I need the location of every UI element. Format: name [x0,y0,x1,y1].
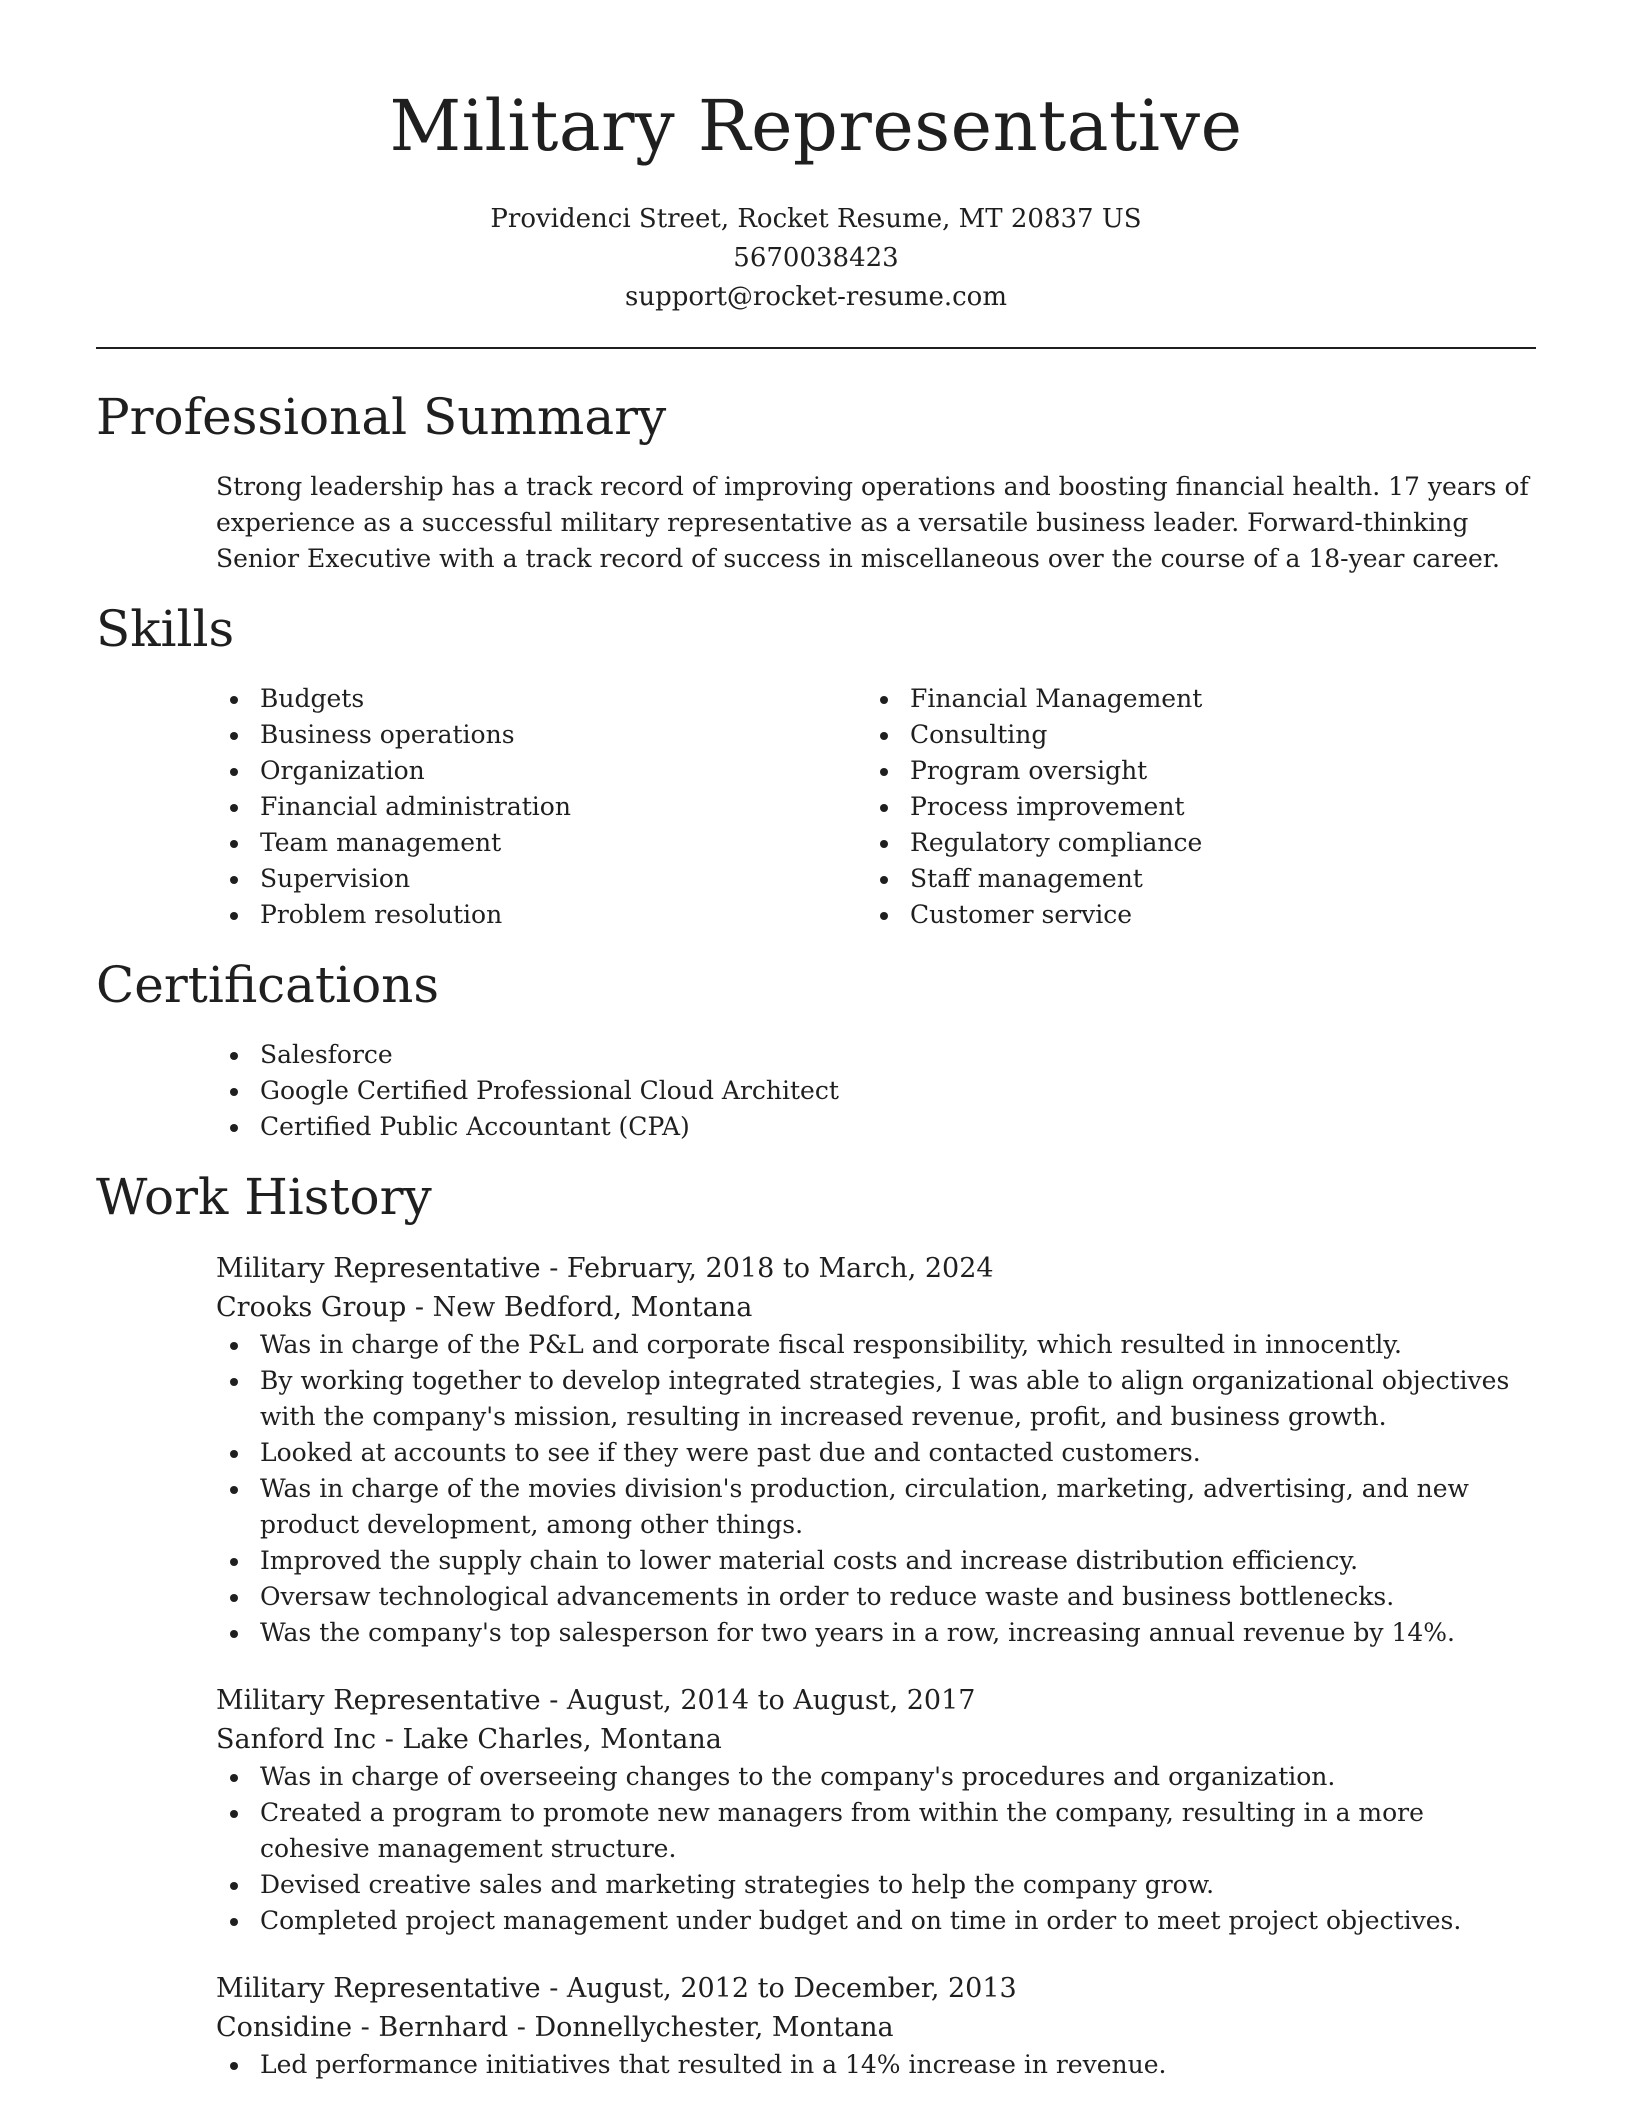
list-item: Budgets [260,681,866,717]
job-entry [216,1969,1536,2083]
certifications-block [216,1037,1536,1145]
list-item: Improved the supply chain to lower material costs and increase distribution efficiency. [260,1543,1536,1579]
job-entry [216,1681,1536,1939]
job-location: - Donnellychester, Montana [508,2012,894,2043]
list-item: Was in charge of the P&L and corporate fiscal responsibility, which resulted in innocently. [260,1327,1536,1363]
list-item: Led performance initiatives that resulted in a 14% increase in revenue. [260,2047,1536,2083]
list-item: Was in charge of the movies division's production, circulation, marketing, advertising, and new product development, among other things. [260,1471,1536,1543]
job-title: Military Representative [216,1973,541,2004]
list-item: Problem resolution [260,897,866,933]
list-item: Devised creative sales and marketing strategies to help the company grow. [260,1867,1536,1903]
certifications-heading: Certifications [96,956,440,1014]
job-dates: - February, 2018 to March, 2024 [540,1253,994,1284]
list-item: Process improvement [910,789,1516,825]
job-company: Considine - Bernhard [216,2012,509,2043]
list-item: Looked at accounts to see if they were past due and contacted customers. [260,1435,1536,1471]
contact-block [96,200,1536,317]
list-item: Was in charge of overseeing changes to the company's procedures and organization. [260,1759,1536,1795]
job-company: Crooks Group [216,1292,407,1323]
job-company: Sanford Inc [216,1724,377,1755]
job-title-line [216,1969,1536,2008]
list-item: By working together to develop integrated strategies, I was able to align organizational objectives with the company's mission, resulting in increased revenue, profit, and business growth. [260,1363,1536,1435]
job-title: Military Representative [216,1685,541,1716]
list-item: Business operations [260,717,866,753]
list-item: Program oversight [910,753,1516,789]
skills-list-right [866,681,1516,933]
list-item: Salesforce [260,1037,1536,1073]
job-company-line [216,2008,1536,2047]
resume-header [96,0,1536,349]
resume-page [96,0,1536,2083]
phone: 5670038423 [733,243,899,273]
skills-column-right [866,681,1516,933]
job-bullets [216,1327,1536,1651]
job-bullets [216,2047,1536,2083]
job-bullets [216,1759,1536,1939]
skills-heading: Skills [96,600,235,658]
job-location: - Lake Charles, Montana [376,1724,722,1755]
list-item: Regulatory compliance [910,825,1516,861]
list-item: Oversaw technological advancements in order to reduce waste and business bottlenecks. [260,1579,1536,1615]
list-item: Organization [260,753,866,789]
job-company-line [216,1720,1536,1759]
skills-grid [216,681,1536,933]
job-entry [216,1249,1536,1651]
job-location: - New Bedford, Montana [406,1292,753,1323]
certifications-list [216,1037,1536,1145]
job-dates: - August, 2014 to August, 2017 [540,1685,976,1716]
header-divider [96,347,1536,349]
list-item: Consulting [910,717,1516,753]
job-dates: - August, 2012 to December, 2013 [540,1973,1017,2004]
list-item: Completed project management under budget and on time in order to meet project objectives. [260,1903,1536,1939]
list-item: Certified Public Accountant (CPA) [260,1109,1536,1145]
job-title-line [216,1681,1536,1720]
job-title: Military Representative [216,1253,541,1284]
list-item: Staff management [910,861,1516,897]
candidate-name: Military Representative [389,85,1243,167]
list-item: Supervision [260,861,866,897]
skills-list-left [216,681,866,933]
list-item: Created a program to promote new managers from within the company, resulting in a more cohesive management structure. [260,1795,1536,1867]
work-history-heading: Work History [96,1168,432,1226]
list-item: Was the company's top salesperson for two years in a row, increasing annual revenue by 14%. [260,1615,1536,1651]
list-item: Financial administration [260,789,866,825]
list-item: Google Certified Professional Cloud Architect [260,1073,1536,1109]
list-item: Financial Management [910,681,1516,717]
job-company-line [216,1288,1536,1327]
list-item: Team management [260,825,866,861]
email: support@rocket-resume.com [624,282,1007,312]
address: Providenci Street, Rocket Resume, MT 20837 US [490,204,1142,234]
skills-column-left [216,681,866,933]
summary-heading: Professional Summary [96,388,667,446]
list-item: Customer service [910,897,1516,933]
job-title-line [216,1249,1536,1288]
work-history-list [216,1249,1536,2083]
summary-text: Strong leadership has a track record of improving operations and boosting financial health. 17 years of experience as a successful military representative as a versatile business leader. Forward-thinking Senior Executive with a track record of success in miscellaneous over the course of a 18-year career. [216,472,1529,573]
